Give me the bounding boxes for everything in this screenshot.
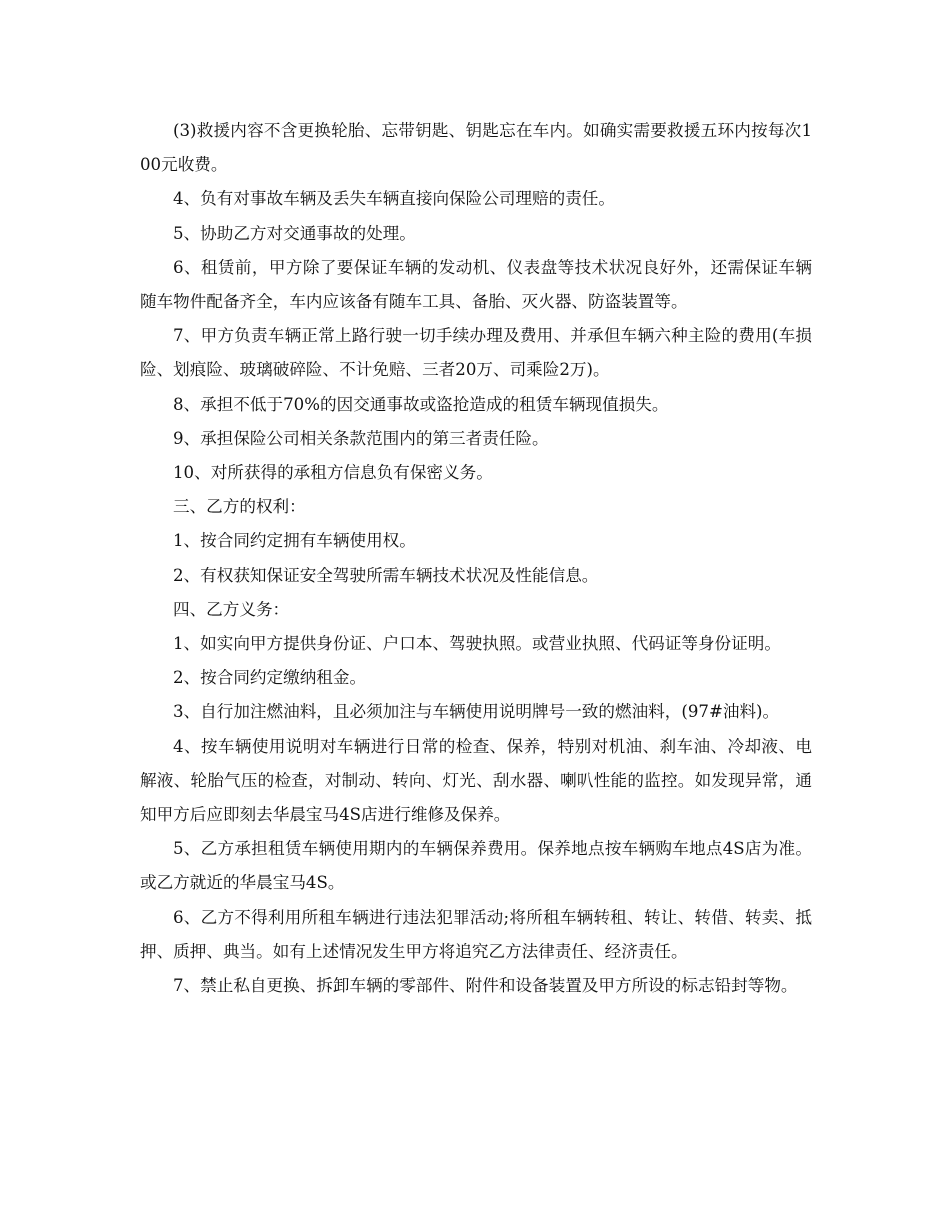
- paragraph-usage-right: 1、按合同约定拥有车辆使用权。: [173, 531, 416, 551]
- paragraph-maintenance-fees: 5、乙方承担租赁车辆使用期内的车辆保养费用。保养地点按车辆购车地点4S店为准。或乙方就近的华晨宝马4S。: [140, 839, 812, 893]
- document-body: [140, 114, 812, 1003]
- paragraph-no-modification: 7、禁止私自更换、拆卸车辆的零部件、附件和设备装置及甲方所设的标志铅封等物。: [173, 976, 798, 996]
- paragraph-insurance-claims: 4、负有对事故车辆及丢失车辆直接向保险公司理赔的责任。: [173, 189, 615, 209]
- paragraph-accident-assist: 5、协助乙方对交通事故的处理。: [173, 223, 416, 243]
- paragraph-rescue-scope: (3)救援内容不含更换轮胎、忘带钥匙、钥匙忘在车内。如确实需要救援五环内按每次100元收费。: [140, 121, 812, 175]
- section-heading-party-b-obligations: 四、乙方义务：: [173, 599, 290, 619]
- paragraph-info-right: 2、有权获知保证安全驾驶所需车辆技术状况及性能信息。: [173, 565, 599, 585]
- section-heading-party-b-rights: 三、乙方的权利：: [173, 497, 306, 517]
- paragraph-third-party: 9、承担保险公司相关条款范围内的第三者责任险。: [173, 428, 549, 448]
- paragraph-maintenance-check: 4、按车辆使用说明对车辆进行日常的检查、保养，特别对机油、刹车油、冷却液、电解液、轮胎气压的检查，对制动、转向、灯光、刮水器、喇叭性能的监控。如发现异常，通知甲方后应即刻去华晨宝马4S店进行维修及保养。: [140, 736, 812, 825]
- paragraph-fuel: 3、自行加注燃油料，且必须加注与车辆使用说明牌号一致的燃油料，(97#油料)。: [173, 702, 780, 722]
- paragraph-confidentiality: 10、对所获得的承租方信息负有保密义务。: [173, 463, 493, 483]
- paragraph-pre-lease-check: 6、租赁前，甲方除了要保证车辆的发动机、仪表盘等技术状况良好外，还需保证车辆随车物件配备齐全，车内应该备有随车工具、备胎、灭火器、防盗装置等。: [140, 257, 812, 312]
- paragraph-loss-share: 8、承担不低于70%的因交通事故或盗抢造成的租赁车辆现值损失。: [173, 394, 669, 414]
- paragraph-insurance-fees: 7、甲方负责车辆正常上路行驶一切手续办理及费用、并承但车辆六种主险的费用(车损险、划痕险、玻璃破碎险、不计免赔、三者20万、司乘险2万)。: [140, 326, 812, 380]
- paragraph-rent-payment: 2、按合同约定缴纳租金。: [173, 668, 367, 688]
- paragraph-id-documents: 1、如实向甲方提供身份证、户口本、驾驶执照。或营业执照、代码证等身份证明。: [173, 634, 781, 654]
- paragraph-prohibited-use: 6、乙方不得利用所租车辆进行违法犯罪活动;将所租车辆转租、转让、转借、转卖、抵押、质押、典当。如有上述情况发生甲方将追究乙方法律责任、经济责任。: [140, 907, 812, 961]
